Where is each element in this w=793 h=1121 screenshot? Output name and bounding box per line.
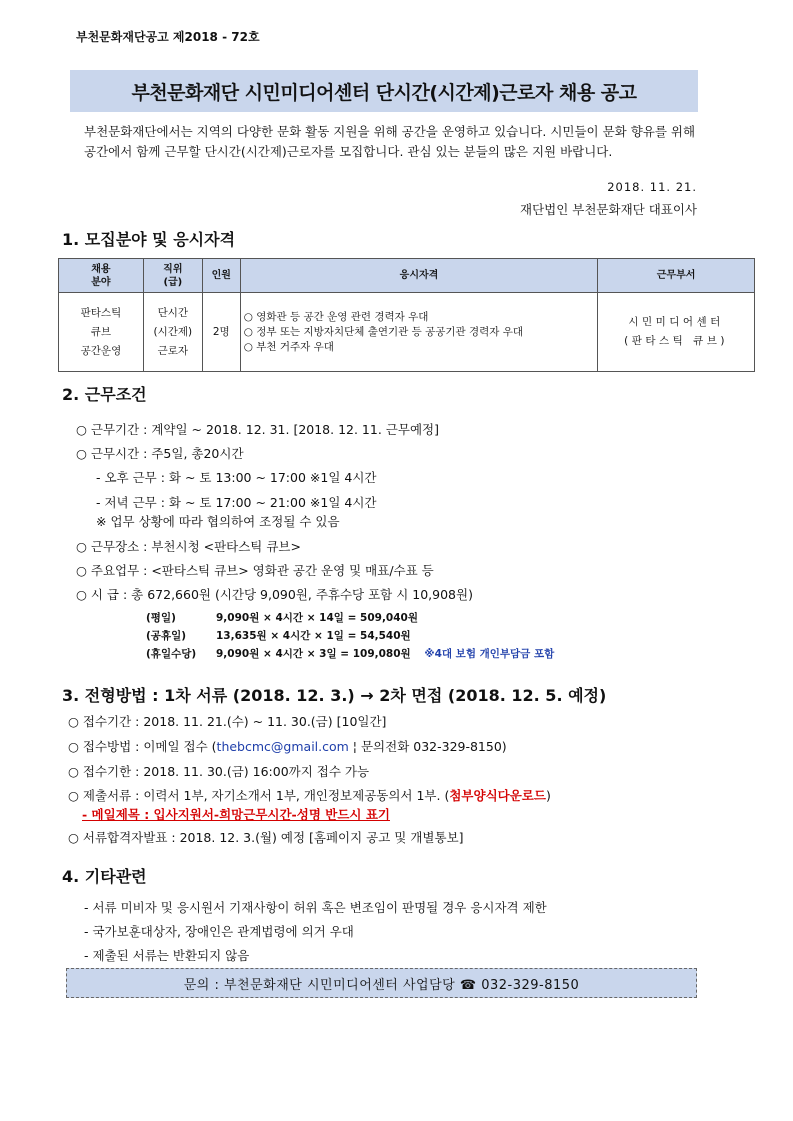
col-header-qualification: 응시자격: [240, 259, 597, 293]
cell-qualifications: [240, 293, 597, 372]
condition-line: - 저녁 근무 : 화 ~ 토 17:00 ~ 21:00 ※1일 4시간: [96, 495, 377, 510]
cell-dept: [598, 293, 755, 372]
pay-label: (휴일수당): [146, 648, 197, 660]
col-header-count: 인원: [202, 259, 240, 293]
pay-row: [146, 610, 418, 625]
cell-count: 2명: [202, 293, 240, 372]
condition-line: ○ 주요업무 : <판타스틱 큐브> 영화관 공간 운영 및 매표/수표 등: [76, 563, 434, 578]
table-header-row: [59, 259, 755, 293]
field-line: 큐브: [90, 325, 112, 338]
section-heading-selection: 3. 전형방법 : 1차 서류 (2018. 12. 3.) → 2차 면접 (2018. 12. 5. 예정): [62, 686, 607, 705]
pay-row: [146, 628, 411, 643]
notice-date: 2018. 11. 21.: [607, 180, 697, 194]
section-heading-recruit: 1. 모집분야 및 응시자격: [62, 230, 236, 249]
condition-line: ○ 시 급 : 총 672,660원 (시간당 9,090원, 주휴수당 포함 시 10,908원): [76, 587, 473, 602]
contact-footer: 문의 : 부천문화재단 시민미디어센터 사업담당 ☎ 032-329-8150: [66, 968, 697, 998]
section-heading-other: 4. 기타관련: [62, 867, 147, 886]
application-deadline: ○ 접수기한 : 2018. 11. 30.(금) 16:00까지 접수 가능: [68, 764, 370, 779]
form-download-link[interactable]: 첨부양식다운로드: [449, 788, 546, 803]
pay-label: (평일): [146, 612, 176, 624]
col-header-dept: 근무부서: [598, 259, 755, 293]
condition-line: ○ 근무장소 : 부천시청 <판타스틱 큐브>: [76, 539, 301, 554]
docs-suffix: ): [545, 788, 551, 803]
other-line: - 국가보훈대상자, 장애인은 관계법령에 의거 우대: [84, 924, 354, 939]
field-line: 공간운영: [80, 344, 122, 357]
application-method: [68, 737, 507, 755]
condition-line: ○ 근무기간 : 계약일 ~ 2018. 12. 31. [2018. 12. 11. 근무예정]: [76, 422, 439, 437]
issuer-org: 재단법인 부천문화재단 대표이사: [520, 202, 697, 217]
position-line: 단시간: [157, 306, 189, 319]
qualification-item: ○ 정부 또는 지방자치단체 출연기관 등 공공기관 경력자 우대: [243, 325, 524, 338]
method-prefix: ○ 접수방법 : 이메일 접수 (: [68, 739, 217, 754]
table-row: [59, 293, 755, 372]
section-heading-conditions: 2. 근무조건: [62, 385, 147, 404]
pay-calc: 9,090원 × 4시간 × 14일 = 509,040원: [216, 612, 418, 624]
page-title: 부천문화재단 시민미디어센터 단시간(시간제)근로자 채용 공고: [70, 70, 698, 112]
docs-prefix: ○ 제출서류 : 이력서 1부, 자기소개서 1부, 개인정보제공동의서 1부. (: [68, 788, 450, 803]
dept-line: (판타스틱 큐브): [624, 335, 729, 347]
cell-field: [59, 293, 144, 372]
insurance-note: ※4대 보험 개인부담금 포함: [424, 648, 555, 660]
cell-position: [143, 293, 202, 372]
other-line: - 제출된 서류는 반환되지 않음: [84, 948, 250, 963]
recruitment-table: [58, 258, 755, 372]
intro-text: 부천문화재단에서는 지역의 다양한 문화 활동 지원을 위해 공간을 운영하고 있습니다. 시민들이 문화 향유를 위해 공간에서 함께 근무할 단시간(시간제)근로자를 모집합니다. 관심 있는 분들의 많은 지원 바랍니다.: [84, 124, 696, 159]
condition-note: ※ 업무 상황에 따라 협의하여 조정될 수 있음: [96, 514, 340, 529]
col-header-position: 직위 (급): [143, 259, 202, 293]
pay-label: (공휴일): [146, 630, 187, 642]
qualification-item: ○ 부천 거주자 우대: [243, 340, 334, 353]
email-title-note: - 메일제목 : 입사지원서-희망근무시간-성명 반드시 표기: [82, 807, 390, 822]
application-period: ○ 접수기간 : 2018. 11. 21.(수) ~ 11. 30.(금) [10일간]: [68, 714, 387, 729]
pay-calc: 13,635원 × 4시간 × 1일 = 54,540원: [216, 630, 411, 642]
condition-line: ○ 근무시간 : 주5일, 총20시간: [76, 446, 244, 461]
dept-line: 시민미디어센터: [628, 316, 724, 328]
notice-number: 부천문화재단공고 제2018 - 72호: [76, 30, 260, 44]
pay-row: [146, 646, 554, 661]
condition-line: - 오후 근무 : 화 ~ 토 13:00 ~ 17:00 ※1일 4시간: [96, 470, 377, 485]
pay-calc: 9,090원 × 4시간 × 3일 = 109,080원: [216, 648, 411, 660]
method-suffix: ¦ 문의전화 032-329-8150): [348, 739, 507, 754]
result-announcement: ○ 서류합격자발표 : 2018. 12. 3.(월) 예정 [홈페이지 공고 및 개별통보]: [68, 830, 464, 845]
other-line: - 서류 미비자 및 응시원서 기재사항이 허위 혹은 변조임이 판명될 경우 응시자격 제한: [84, 900, 547, 915]
qualification-item: ○ 영화관 등 공간 운영 관련 경력자 우대: [243, 310, 429, 323]
position-line: (시간제): [153, 325, 193, 338]
position-line: 근로자: [157, 344, 189, 357]
email-link[interactable]: thebcmc@gmail.com: [216, 739, 349, 754]
required-documents: [68, 786, 551, 804]
col-header-field: 채용 분야: [59, 259, 144, 293]
field-line: 판타스틱: [80, 306, 122, 319]
